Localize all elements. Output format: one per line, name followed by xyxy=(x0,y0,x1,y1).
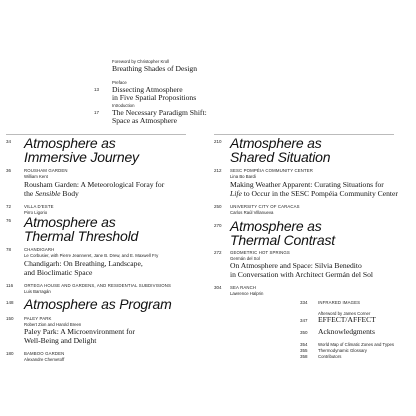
preface-label: Preface xyxy=(112,80,127,85)
entry-page-number: 212 xyxy=(214,168,222,173)
entry-author: Luis Barragán xyxy=(24,289,51,294)
introduction-title-line1: The Necessary Paradigm Shift: xyxy=(112,108,207,117)
afterword-title: EFFECT/AFFECT xyxy=(318,315,376,324)
foreword-label: Foreword by Christopher Kroll xyxy=(112,59,170,64)
entry-place: CHANDIGARH xyxy=(24,247,55,252)
entry-page-number: 116 xyxy=(6,283,14,288)
entry-place: SESC POMPÉIA COMMUNITY CENTER xyxy=(230,168,314,173)
entry-author: Robert Zion and Harold Breen xyxy=(24,322,82,327)
introduction-title-line2: Space as Atmosphere xyxy=(112,116,177,125)
back-page-number: 334 xyxy=(300,300,308,305)
entry-place: SEA RANCH xyxy=(230,285,257,290)
entry-title-line2: Well-Being and Delight xyxy=(24,336,97,345)
entry-title-line1: Rousham Garden: A Meteorological Foray for xyxy=(24,180,165,189)
back-page-number: 358 xyxy=(300,354,308,359)
section-heading-line1: Atmosphere as xyxy=(24,135,116,151)
entry-page-number: 150 xyxy=(6,316,14,321)
back-page-number: 347 xyxy=(300,318,308,323)
section-heading-line1: Atmosphere as Program xyxy=(24,296,172,312)
section-page-number: 210 xyxy=(214,139,222,144)
entry-place: BAMBOO GARDEN xyxy=(24,351,65,356)
entry-title-line2: the Sensible Body xyxy=(24,189,79,198)
foreword-title: Breathing Shades of Design xyxy=(112,64,197,73)
entry-author: Alexandre Chemetoff xyxy=(24,357,65,362)
entry-place: ORTEGA HOUSE AND GARDENS, AND RESIDENTIAL SUBDIVISIONS xyxy=(24,283,172,288)
back-page-number: 354 xyxy=(300,342,308,347)
entry-place: VILLA D'ESTE xyxy=(24,204,54,209)
entry-title-line2: Life to Occur in the SESC Pompéia Community Center xyxy=(230,189,398,198)
back-label: Contributors xyxy=(318,354,342,359)
entry-page-number: 72 xyxy=(6,204,12,209)
entry-author: Le Corbusier, with Pierre Jeanneret, Jane B. Drew, and E. Maxwell Fry xyxy=(24,253,159,258)
entry-title-line1: Making Weather Apparent: Curating Situations for xyxy=(230,180,384,189)
section-heading-line2: Immersive Journey xyxy=(24,149,139,165)
entry-title-line2: in Conversation with Architect Germán del Sol xyxy=(230,270,373,279)
section-heading-line1: Atmosphere as xyxy=(24,214,116,230)
acknowledgments-title: Acknowledgments xyxy=(318,327,375,336)
entry-title-line1: On Atmosphere and Space: Silvia Benedito xyxy=(230,261,362,270)
back-label: World Map of Climatic Zones and Types xyxy=(318,342,395,347)
afterword-label: Afterword by James Corner xyxy=(318,311,371,316)
section-page-number: 270 xyxy=(214,223,222,228)
back-page-number: 355 xyxy=(300,348,308,353)
entry-title-italic: Sensible xyxy=(35,189,61,198)
back-page-number: 350 xyxy=(300,330,308,335)
section-page-number: 34 xyxy=(6,139,12,144)
entry-title-italic: Life xyxy=(230,189,242,198)
entry-author: William Kent xyxy=(24,174,48,179)
entry-author: Germán del Sol xyxy=(230,256,260,261)
entry-page-number: 36 xyxy=(6,168,12,173)
entry-title-line2: and Bioclimatic Space xyxy=(24,268,93,277)
back-label: INFRARED IMAGES xyxy=(318,300,361,305)
entry-page-number: 250 xyxy=(214,204,222,209)
entry-title-line1: Paley Park: A Microenvironment for xyxy=(24,327,135,336)
preface-title-line1: Dissecting Atmosphere xyxy=(112,85,183,94)
section-heading-line2: Thermal Threshold xyxy=(24,228,139,244)
entry-author: Carlos Raúl Villanueva xyxy=(230,210,274,215)
section-heading-line2: Shared Situation xyxy=(230,149,331,165)
section-heading-line1: Atmosphere as xyxy=(230,218,322,234)
entry-page-number: 304 xyxy=(214,285,222,290)
section-page-number: 148 xyxy=(6,300,14,305)
section-heading-line2: Thermal Contrast xyxy=(230,232,335,248)
entry-title-line1: Chandigarh: On Breathing, Landscape, xyxy=(24,259,143,268)
entry-place: ROUSHAM GARDEN xyxy=(24,168,68,173)
entry-place: PALEY PARK xyxy=(24,316,52,321)
entry-place: UNIVERSITY CITY OF CARACAS xyxy=(230,204,300,209)
back-label: Thermodynamic Glossary xyxy=(318,348,367,353)
preface-title-line2: in Five Spatial Propositions xyxy=(112,93,197,102)
entry-page-number: 180 xyxy=(6,351,14,356)
section-heading-line1: Atmosphere as xyxy=(230,135,322,151)
section-page-number: 76 xyxy=(6,218,12,223)
entry-author: Lina Bo Bardi xyxy=(230,174,256,179)
entry-author: Pirro Ligorio xyxy=(24,210,48,215)
introduction-page-number: 17 xyxy=(94,110,100,115)
entry-place: GEOMETRIC HOT SPRINGS xyxy=(230,250,290,255)
entry-page-number: 78 xyxy=(6,247,12,252)
entry-page-number: 272 xyxy=(214,250,222,255)
entry-author: Lawrence Halprin xyxy=(230,291,264,296)
introduction-label: Introduction xyxy=(112,103,135,108)
preface-page-number: 13 xyxy=(94,87,100,92)
